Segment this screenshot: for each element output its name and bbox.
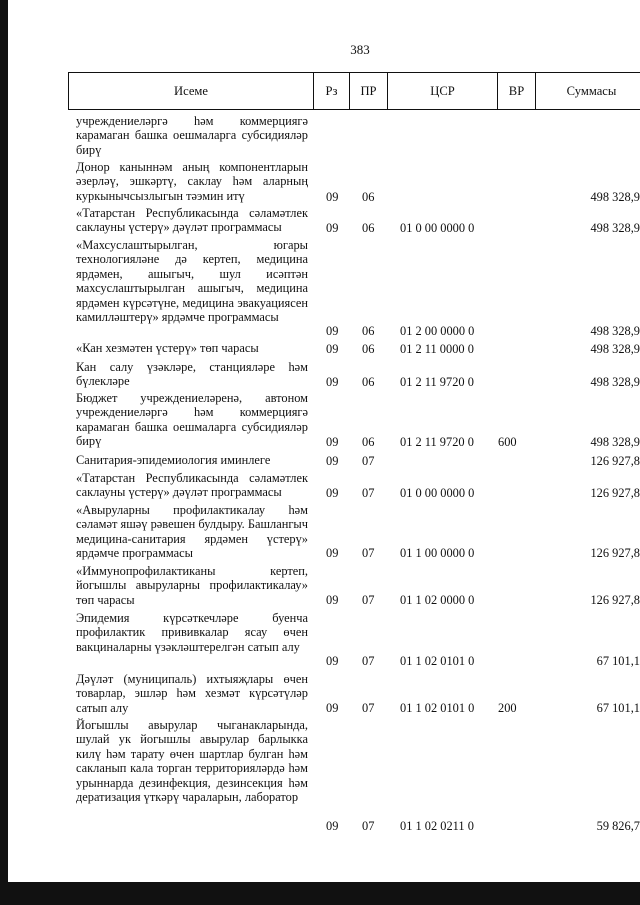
row-name: «Иммунопрофилактиканы кертеп, йогышлы авыруларны профилактикалау» төп чарасы bbox=[76, 564, 308, 607]
header-sum: Суммасы bbox=[535, 73, 640, 109]
table-row bbox=[0, 672, 640, 715]
row-pr: 06 bbox=[362, 323, 375, 338]
row-pr: 07 bbox=[362, 485, 375, 500]
row-pr: 06 bbox=[362, 434, 375, 449]
row-csr: 01 0 00 0000 0 bbox=[400, 485, 475, 500]
row-pr: 06 bbox=[362, 189, 375, 204]
row-csr: 01 2 11 9720 0 bbox=[400, 374, 474, 389]
row-sum: 498 328,9 bbox=[590, 341, 640, 356]
row-rz: 09 bbox=[326, 818, 339, 833]
row-sum: 498 328,9 bbox=[590, 220, 640, 235]
row-sum: 126 927,8 bbox=[590, 485, 640, 500]
row-pr: 07 bbox=[362, 653, 375, 668]
table-row bbox=[0, 718, 640, 833]
row-rz: 09 bbox=[326, 374, 339, 389]
row-csr: 01 1 02 0211 0 bbox=[400, 818, 474, 833]
row-rz: 09 bbox=[326, 189, 339, 204]
row-name: «Махсуслаштырылган, югары технологияләне дә кертеп, медицина ярдәмен, ашыгыч, шул исәптән махсуслаштырылган ашыгыч, медицина ярдәмен күрсәтүне, медицина эвакуациясен камилләштерү» ярдәмче программасы bbox=[76, 238, 308, 325]
table-row bbox=[0, 238, 640, 338]
row-csr: 01 2 00 0000 0 bbox=[400, 323, 475, 338]
table-row bbox=[0, 453, 640, 468]
row-name: Санитария-эпидемиология иминлеге bbox=[76, 453, 271, 467]
table-row bbox=[0, 114, 640, 158]
table-row bbox=[0, 360, 640, 389]
row-csr: 01 1 00 0000 0 bbox=[400, 545, 475, 560]
row-sum: 498 328,9 bbox=[590, 374, 640, 389]
row-csr: 01 1 02 0101 0 bbox=[400, 653, 475, 668]
row-csr: 01 1 02 0000 0 bbox=[400, 592, 475, 607]
table-row bbox=[0, 611, 640, 668]
row-name: Дәүләт (муниципаль) ихтыяҗлары өчен товарлар, эшләр һәм хезмәт күрсәтүләр сатып алу bbox=[76, 672, 308, 715]
row-name: «Авыруларны профилактикалау һәм сәламәт яшәү рәвешен булдыру. Башлангыч медицина-санитария ярдәмен үстерү» ярдәмче программасы bbox=[76, 503, 308, 561]
row-sum: 59 826,7 bbox=[596, 818, 640, 833]
header-pr: ПР bbox=[349, 73, 387, 109]
row-pr: 07 bbox=[362, 453, 375, 468]
table-row bbox=[0, 503, 640, 560]
row-name: «Татарстан Республикасында сәламәтлек саклауны үстерү» дәүләт программасы bbox=[76, 471, 308, 500]
header-csr: ЦСР bbox=[387, 73, 497, 109]
row-name: Донор каныннәм аның компонентларын әзерләү, эшкәртү, саклау һәм аларның куркынычсызлыгын тәэмин итү bbox=[76, 160, 308, 203]
row-rz: 09 bbox=[326, 434, 339, 449]
row-rz: 09 bbox=[326, 341, 339, 356]
row-name: «Кан хезмәтен үстерү» төп чарасы bbox=[76, 341, 259, 355]
page-number: 383 bbox=[350, 42, 370, 57]
table-row bbox=[0, 206, 640, 235]
row-csr: 01 2 11 9720 0 bbox=[400, 434, 474, 449]
table-row bbox=[0, 564, 640, 607]
row-pr: 07 bbox=[362, 700, 375, 715]
row-sum: 67 101,1 bbox=[596, 653, 640, 668]
row-name: «Татарстан Республикасында сәламәтлек саклауны үстерү» дәүләт программасы bbox=[76, 206, 308, 235]
header-name: Исеме bbox=[174, 84, 208, 98]
row-sum: 498 328,9 bbox=[590, 189, 640, 204]
row-rz: 09 bbox=[326, 653, 339, 668]
header-rz: Рз bbox=[313, 73, 349, 109]
row-rz: 09 bbox=[326, 700, 339, 715]
row-sum: 126 927,8 bbox=[590, 545, 640, 560]
row-rz: 09 bbox=[326, 592, 339, 607]
scan-bottom-band bbox=[0, 882, 640, 905]
row-pr: 06 bbox=[362, 374, 375, 389]
row-pr: 07 bbox=[362, 545, 375, 560]
row-sum: 126 927,8 bbox=[590, 453, 640, 468]
row-sum: 126 927,8 bbox=[590, 592, 640, 607]
row-pr: 07 bbox=[362, 592, 375, 607]
row-rz: 09 bbox=[326, 220, 339, 235]
table-row bbox=[0, 391, 640, 449]
row-name: Эпидемия күрсәткечләре буенча профилактик прививкалар ясау өчен вакциналарны үзәкләштерелгән сатып алу bbox=[76, 611, 308, 654]
header-vr: ВР bbox=[497, 73, 535, 109]
row-rz: 09 bbox=[326, 545, 339, 560]
row-rz: 09 bbox=[326, 323, 339, 338]
table-row bbox=[0, 471, 640, 500]
row-sum: 498 328,9 bbox=[590, 434, 640, 449]
row-pr: 06 bbox=[362, 220, 375, 235]
row-name: Кан салу үзәкләре, станцияләре һәм бүлекләре bbox=[76, 360, 308, 389]
row-rz: 09 bbox=[326, 485, 339, 500]
row-vr: 600 bbox=[498, 434, 517, 449]
row-name: учреждениеләргә һәм коммерциягә карамаган башка оешмаларга субсидияләр бирү bbox=[76, 114, 308, 157]
table-row bbox=[0, 341, 640, 356]
row-vr: 200 bbox=[498, 700, 517, 715]
row-pr: 06 bbox=[362, 341, 375, 356]
row-pr: 07 bbox=[362, 818, 375, 833]
row-csr: 01 0 00 0000 0 bbox=[400, 220, 475, 235]
table-header bbox=[68, 72, 640, 110]
row-name: Йогышлы авырулар чыганакларында, шулай ук йогышлы авырулар барлыкка килү һәм тарату өчен шартлар булган һәм сакланып кала торган территорияләрдә һәм урыннарда дезинфекция, дезинсекция һәм дератизация үткәрү чараларын, лаборатор bbox=[76, 718, 308, 805]
row-csr: 01 2 11 0000 0 bbox=[400, 341, 474, 356]
row-name: Бюджет учреждениеләренә, автоном учреждениеләргә һәм коммерциягә карамаган башка оешмаларга субсидияләр бирү bbox=[76, 391, 308, 449]
table-row bbox=[0, 160, 640, 204]
row-sum: 498 328,9 bbox=[590, 323, 640, 338]
row-sum: 67 101,1 bbox=[596, 700, 640, 715]
row-rz: 09 bbox=[326, 453, 339, 468]
row-csr: 01 1 02 0101 0 bbox=[400, 700, 475, 715]
